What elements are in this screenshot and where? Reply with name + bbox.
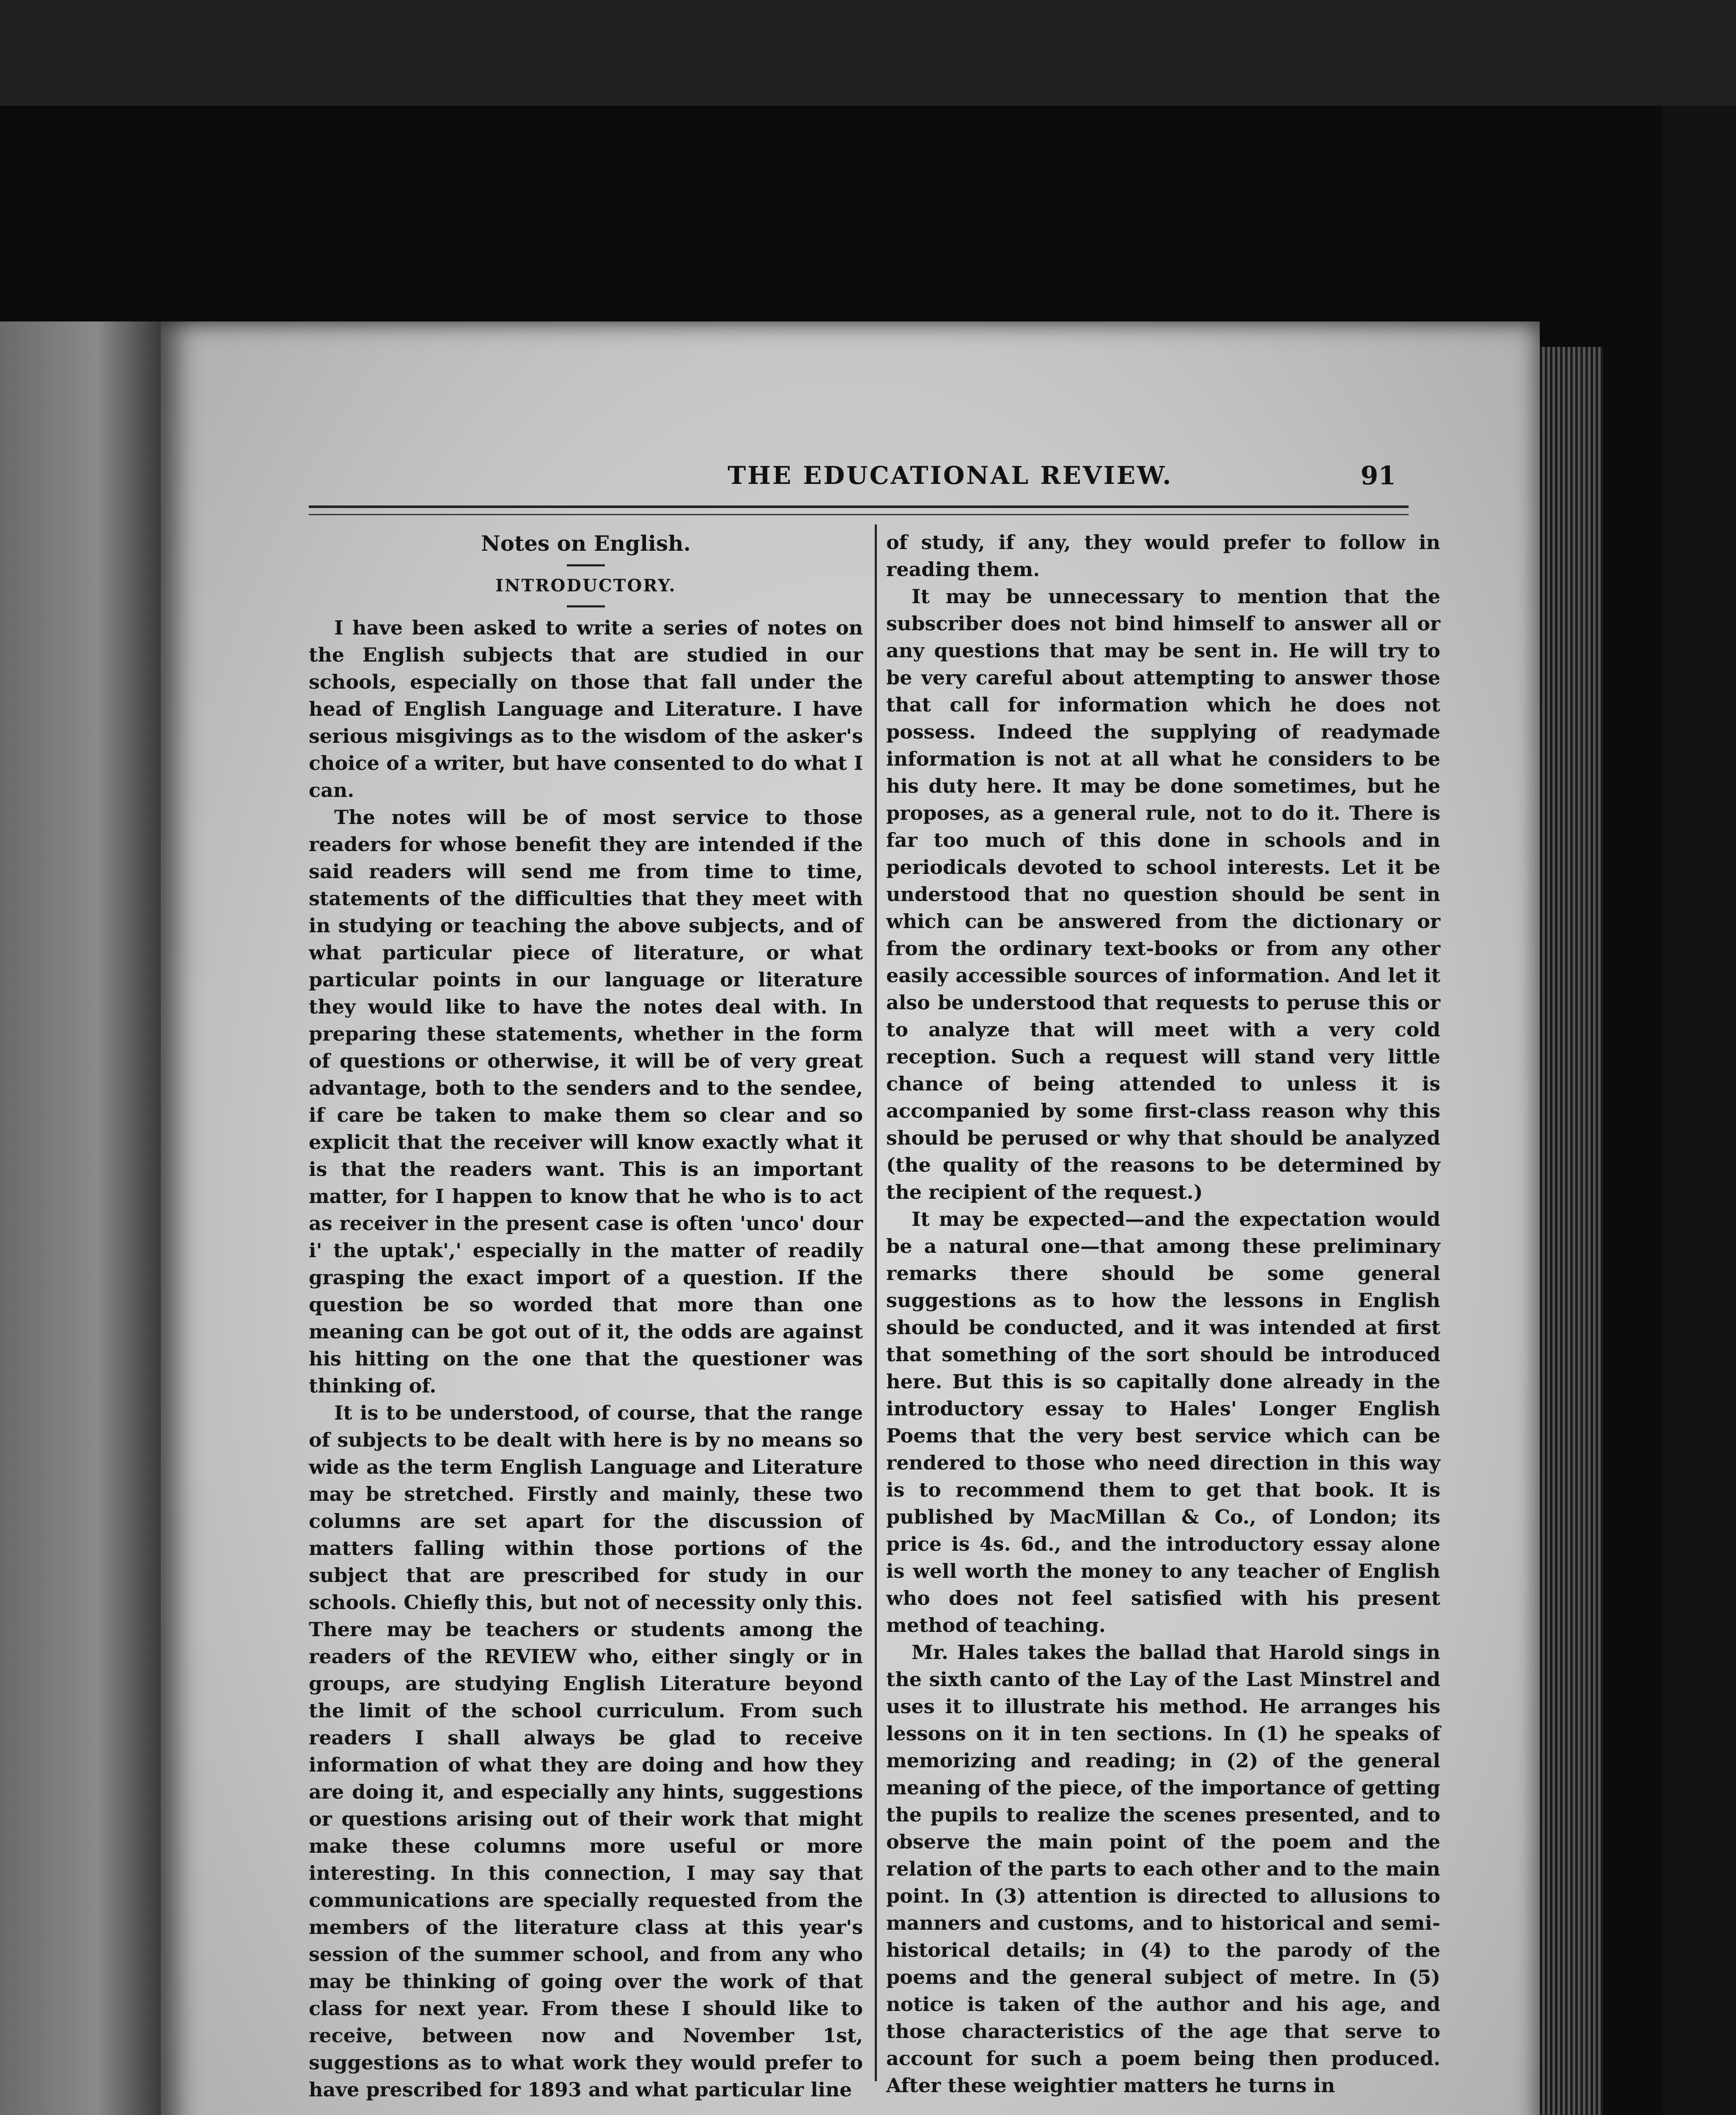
- paragraph: The notes will be of most service to those readers for whose benefit they are intended if the said readers will send me from time to time, statements of the difficulties that they meet with in studying or teaching the above subjects, and of what particular piece of literature, or what particular points in our language or literature they would like to have the notes deal with. In preparing these statements, whether in the form of questions or otherwise, it will be of very great advantage, both to the senders and to the sendee, if care be taken to make them so clear and so explicit that the receiver will know exactly what it is that the readers want. This is an important matter, for I happen to know that he who is to act as receiver in the present case is often 'unco' dour i' the uptak',' especially in the matter of readily grasping the exact import of a question. If the question be so worded that more than one meaning can be got out of it, the odds are against his hitting on the one that the questioner was thinking of.: [309, 806, 863, 1397]
- paragraph: It may be expected—and the expectation would be a natural one—that among these preliminary remarks there should be some general suggestions as to how the lessons in English should be conducted, and it was intended at first that something of the sort should be introduced here. But this is so capitally done already in the introductory essay to Hales' Longer English Poems that the very best service which can be rendered to those who need direction in this way is to recommend them to get that book. It is published by MacMillan & Co., of London; its price is 4s. 6d., and the introductory essay alone is well worth the money to any teacher of English who does not feel satisfied with his present method of teaching.: [886, 1208, 1440, 1637]
- page-edges: [1540, 347, 1603, 2115]
- column-divider: [875, 525, 877, 2081]
- page-header: [296, 461, 1404, 499]
- section-heading: INTRODUCTORY.: [495, 576, 676, 596]
- film-border-right: [1662, 106, 1736, 2115]
- paragraph: Mr. Hales takes the ballad that Harold sings in the sixth canto of the Lay of the Last Minstrel and uses it to illustrate his method. He arranges his lessons on it in ten sections. In (1) he speaks of memorizing and reading; in (2) of the general meaning of the piece, of the importance of getting the pupils to realize the scenes presented, and to observe the main point of the poem and the relation of the parts to each other and to the main point. In (3) attention is directed to allusions to manners and customs, and to historical and semi-historical details; in (4) to the parody of the poems and the general subject of metre. In (5) notice is taken of the author and his age, and those characteristics of the age that serve to account for such a poem being then produced. After these weightier matters he turns in: [886, 1641, 1440, 2097]
- title-rule: [567, 564, 605, 566]
- film-border-top: [0, 0, 1736, 106]
- page-number: 91: [1360, 461, 1396, 491]
- article-title: Notes on English.: [481, 531, 691, 556]
- paragraph: of study, if any, they would prefer to follow in reading them.: [886, 531, 1440, 581]
- running-title: THE EDUCATIONAL REVIEW.: [728, 461, 1173, 490]
- paragraph: It is to be understood, of course, that the range of subjects to be dealt with here is by no means so wide as the term English Language and Literature may be stretched. Firstly and mainly, these two columns are set apart for the discussion of matters falling within those portions of the subject that are prescribed for study in our schools. Chiefly this, but not of necessity only this. There may be teachers or students among the readers of the REVIEW who, either singly or in groups, are studying English Literature beyond the limit of the school curriculum. From such readers I shall always be glad to receive information of what they are doing and how they are doing it, and especially any hints, suggestions or questions arising out of their work that might make these columns more useful or more interesting. In this connection, I may say that communications are specially requested from the members of the literature class at this year's session of the summer school, and from any who may be thinking of going over the work of that class for next year. From these I should like to receive, between now and November 1st, suggestions as to what work they would prefer to have prescribed for 1893 and what particular line: [309, 1401, 863, 2101]
- left-column: [309, 529, 863, 2103]
- paragraph: It may be unnecessary to mention that the subscriber does not bind himself to answer all or any questions that may be sent in. He will try to be very careful about attempting to answer those that call for information which he does not possess. Indeed the supplying of readymade information is not at all what he considers to be his duty here. It may be done sometimes, but he proposes, as a general rule, not to do it. There is far too much of this done in schools and in periodicals devoted to school interests. Let it be understood that no question should be sent in which can be answered from the dictionary or from the ordinary text-books or from any other easily accessible sources of information. And let it also be understood that requests to peruse this or to analyze that will meet with a very cold reception. Such a request will stand very little chance of being attended to unless it is accompanied by some first-class reason why this should be perused or why that should be analyzed (the quality of the reasons to be determined by the recipient of the request.): [886, 585, 1440, 1203]
- section-rule: [567, 605, 605, 607]
- header-rule: [309, 505, 1409, 508]
- header-rule: [309, 514, 1409, 515]
- facing-page-edge: [0, 321, 161, 2115]
- paragraph: I have been asked to write a series of notes on the English subjects that are studied in our schools, especially on those that fall under the head of English Language and Literature. I have serious misgivings as to the wisdom of the asker's choice of a writer, but have consented to do what I can.: [309, 616, 863, 802]
- right-column: [886, 529, 1440, 2099]
